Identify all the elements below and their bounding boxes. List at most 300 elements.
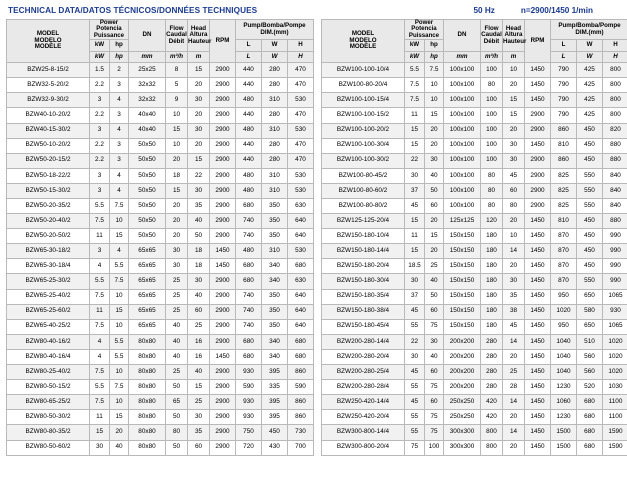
cell-value: 10 <box>110 395 129 410</box>
cell-value: 14 <box>503 244 525 259</box>
cell-model: BZW100-100-20/2 <box>322 123 405 138</box>
cell-model: BZW50-20-35/2 <box>7 199 90 214</box>
cell-value: 310 <box>262 168 288 183</box>
table-row <box>322 395 627 410</box>
cell-value: 4 <box>110 183 129 198</box>
cell-value: 180 <box>481 259 503 274</box>
cell-value: 25 <box>166 365 188 380</box>
cell-value: 50 <box>166 380 188 395</box>
cell-model: BZW65-25-40/2 <box>7 289 90 304</box>
cell-value: 680 <box>236 259 262 274</box>
cell-value: 80x80 <box>129 410 166 425</box>
cell-value: 45 <box>405 395 425 410</box>
table-row <box>322 289 627 304</box>
cell-value: 480 <box>236 244 262 259</box>
speed-label: n=2900/1450 1/min <box>520 6 593 15</box>
cell-model: BZW300-800-20/4 <box>322 440 405 455</box>
cell-value: 10 <box>503 63 525 78</box>
cell-value: 55 <box>405 319 425 334</box>
cell-value: 38 <box>503 304 525 319</box>
cell-value: 35 <box>188 425 210 440</box>
cell-value: 80 <box>166 425 188 440</box>
cell-value: 510 <box>577 334 603 349</box>
cell-value: 790 <box>551 78 577 93</box>
unit-hp-b: hp <box>110 52 129 63</box>
cell-value: 40 <box>166 334 188 349</box>
cell-value: 50x50 <box>129 214 166 229</box>
cell-value: 1030 <box>603 380 627 395</box>
cell-value: 25 <box>188 395 210 410</box>
cell-value: 40 <box>188 214 210 229</box>
cell-value: 630 <box>288 274 314 289</box>
cell-value: 100 <box>481 63 503 78</box>
cell-value: 180 <box>481 304 503 319</box>
cell-value: 60 <box>425 304 444 319</box>
cell-model: BZW200-280-25/4 <box>322 365 405 380</box>
cell-value: 7.5 <box>90 214 110 229</box>
technical-data-table-left <box>6 19 314 456</box>
table-row <box>322 304 627 319</box>
cell-value: 335 <box>262 380 288 395</box>
cell-model: BZW50-18-22/2 <box>7 168 90 183</box>
unit-kw-b: kW <box>90 52 110 63</box>
table-row <box>7 214 314 229</box>
cell-value: 280 <box>262 78 288 93</box>
cell-value: 30 <box>90 440 110 455</box>
cell-value: 75 <box>425 425 444 440</box>
cell-value: 55 <box>405 410 425 425</box>
cell-value: 480 <box>236 93 262 108</box>
unit-pump-h-b: H <box>288 52 314 63</box>
cell-value: 150x150 <box>444 304 481 319</box>
cell-model: BZW50-10-20/2 <box>7 138 90 153</box>
cell-value: 425 <box>577 63 603 78</box>
cell-value: 15 <box>425 229 444 244</box>
cell-value: 15 <box>425 108 444 123</box>
table-row <box>322 138 627 153</box>
cell-value: 5.5 <box>90 199 110 214</box>
cell-value: 1450 <box>210 244 236 259</box>
cell-model: BZW100-100-15/2 <box>322 108 405 123</box>
cell-value: 310 <box>262 123 288 138</box>
cell-value: 880 <box>603 214 627 229</box>
cell-value: 7.5 <box>90 319 110 334</box>
cell-value: 30 <box>425 334 444 349</box>
cell-value: 840 <box>603 199 627 214</box>
cell-model: BZW32-9-30/2 <box>7 93 90 108</box>
cell-value: 40 <box>188 289 210 304</box>
cell-value: 80x80 <box>129 380 166 395</box>
cell-value: 60 <box>425 199 444 214</box>
cell-model: BZW80-40-16/2 <box>7 334 90 349</box>
cell-value: 30 <box>425 153 444 168</box>
cell-value: 1020 <box>603 334 627 349</box>
cell-value: 4 <box>110 244 129 259</box>
col-flow: Flow Caudal Débit <box>166 20 188 52</box>
cell-value: 80x80 <box>129 395 166 410</box>
cell-value: 950 <box>551 289 577 304</box>
col-power-group: Power Potencia Puissance <box>90 20 129 40</box>
cell-value: 880 <box>603 138 627 153</box>
cell-model: BZW100-80-20/4 <box>322 78 405 93</box>
cell-value: 680 <box>577 425 603 440</box>
table-row <box>7 244 314 259</box>
cell-value: 640 <box>288 319 314 334</box>
cell-value: 800 <box>603 78 627 93</box>
cell-value: 680 <box>288 334 314 349</box>
unit-pump-l-b: L <box>236 52 262 63</box>
table-row <box>7 168 314 183</box>
cell-value: 100x100 <box>444 183 481 198</box>
cell-value: 1020 <box>603 365 627 380</box>
cell-model: BZW300-800-14/4 <box>322 425 405 440</box>
cell-value: 470 <box>288 78 314 93</box>
cell-model: BZW100-80-80/2 <box>322 199 405 214</box>
cell-value: 5.5 <box>90 274 110 289</box>
cell-value: 15 <box>166 183 188 198</box>
table-row <box>322 153 627 168</box>
cell-value: 10 <box>110 365 129 380</box>
cell-model: BZW50-20-50/2 <box>7 229 90 244</box>
col-model: MODEL MODELO MODÈLE <box>322 20 405 63</box>
cell-value: 100x100 <box>444 123 481 138</box>
cell-value: 425 <box>577 108 603 123</box>
cell-value: 10 <box>166 108 188 123</box>
table-row <box>322 123 627 138</box>
cell-value: 10 <box>166 138 188 153</box>
unit-pump-h: H <box>288 40 314 52</box>
cell-model: BZW150-180-35/4 <box>322 289 405 304</box>
cell-model: BZW150-180-38/4 <box>322 304 405 319</box>
cell-model: BZW150-180-20/4 <box>322 259 405 274</box>
cell-model: BZW100-100-10/4 <box>322 63 405 78</box>
cell-model: BZW32-5-20/2 <box>7 78 90 93</box>
cell-model: BZW65-30-18/4 <box>7 259 90 274</box>
cell-value: 350 <box>262 319 288 334</box>
cell-value: 100 <box>481 108 503 123</box>
cell-value: 15 <box>405 214 425 229</box>
cell-value: 200x200 <box>444 349 481 364</box>
cell-value: 1060 <box>551 395 577 410</box>
cell-value: 2900 <box>210 138 236 153</box>
cell-value: 180 <box>481 229 503 244</box>
cell-value: 200x200 <box>444 380 481 395</box>
cell-value: 350 <box>262 214 288 229</box>
table-row <box>322 199 627 214</box>
table-row <box>322 425 627 440</box>
cell-value: 2900 <box>210 395 236 410</box>
cell-value: 3 <box>110 153 129 168</box>
cell-value: 2900 <box>525 123 551 138</box>
col-head: Head Altura Hauteur <box>503 20 525 52</box>
unit-kw-b: kW <box>405 52 425 63</box>
cell-value: 550 <box>577 168 603 183</box>
cell-value: 5 <box>166 78 188 93</box>
cell-value: 1450 <box>525 380 551 395</box>
cell-value: 450 <box>577 244 603 259</box>
cell-value: 530 <box>288 183 314 198</box>
cell-value: 22 <box>188 168 210 183</box>
cell-value: 120 <box>481 214 503 229</box>
technical-data-table-right <box>321 19 627 456</box>
cell-value: 50 <box>425 289 444 304</box>
cell-value: 425 <box>577 93 603 108</box>
cell-value: 20 <box>503 214 525 229</box>
cell-value: 55 <box>405 380 425 395</box>
cell-value: 310 <box>262 93 288 108</box>
cell-value: 100x100 <box>444 168 481 183</box>
cell-value: 560 <box>577 365 603 380</box>
cell-value: 930 <box>236 365 262 380</box>
cell-value: 420 <box>481 395 503 410</box>
table-row <box>7 93 314 108</box>
cell-value: 350 <box>262 199 288 214</box>
cell-value: 990 <box>603 244 627 259</box>
cell-value: 3 <box>90 168 110 183</box>
header-spec <box>473 6 619 15</box>
cell-value: 75 <box>405 440 425 455</box>
cell-value: 14 <box>503 425 525 440</box>
cell-value: 65x65 <box>129 319 166 334</box>
cell-value: 1450 <box>525 440 551 455</box>
cell-value: 930 <box>603 304 627 319</box>
cell-value: 680 <box>236 349 262 364</box>
cell-value: 340 <box>262 259 288 274</box>
unit-flow: m³/h <box>166 52 188 63</box>
cell-value: 80 <box>481 183 503 198</box>
table-row <box>322 229 627 244</box>
cell-value: 28 <box>503 380 525 395</box>
cell-model: BZW100-100-15/4 <box>322 93 405 108</box>
cell-value: 1450 <box>210 349 236 364</box>
cell-value: 7.5 <box>110 380 129 395</box>
unit-kw: kW <box>90 40 110 52</box>
page-title: TECHNICAL DATA/DATOS TÉCNICOS/DONNÉES TECHNIQUES <box>8 6 258 15</box>
cell-model: BZW200-280-20/4 <box>322 349 405 364</box>
cell-value: 4 <box>90 259 110 274</box>
cell-value: 550 <box>577 199 603 214</box>
cell-value: 180 <box>481 289 503 304</box>
unit-head: m <box>188 52 210 63</box>
cell-value: 37 <box>405 183 425 198</box>
col-dn: DN <box>129 20 166 52</box>
cell-value: 2900 <box>525 108 551 123</box>
cell-model: BZW150-180-45/4 <box>322 319 405 334</box>
cell-value: 870 <box>551 259 577 274</box>
cell-value: 50x50 <box>129 153 166 168</box>
table-header-row <box>7 20 314 40</box>
col-dn: DN <box>444 20 481 52</box>
cell-model: BZW80-80-35/2 <box>7 425 90 440</box>
col-power-group: Power Potencia Puissance <box>405 20 444 40</box>
cell-value: 480 <box>236 123 262 138</box>
cell-value: 10 <box>425 78 444 93</box>
cell-value: 15 <box>166 123 188 138</box>
cell-value: 880 <box>603 153 627 168</box>
cell-value: 20 <box>503 349 525 364</box>
cell-value: 60 <box>425 395 444 410</box>
cell-value: 700 <box>288 440 314 455</box>
cell-value: 25 <box>166 289 188 304</box>
cell-value: 680 <box>577 395 603 410</box>
cell-value: 740 <box>236 229 262 244</box>
cell-value: 35 <box>503 289 525 304</box>
cell-value: 1.5 <box>90 63 110 78</box>
cell-value: 15 <box>405 138 425 153</box>
cell-value: 1450 <box>525 138 551 153</box>
cell-value: 8 <box>166 63 188 78</box>
cell-value: 20 <box>166 199 188 214</box>
cell-value: 790 <box>551 108 577 123</box>
unit-kw: kW <box>405 40 425 52</box>
cell-value: 1500 <box>551 425 577 440</box>
cell-value: 20 <box>425 123 444 138</box>
cell-value: 1450 <box>525 304 551 319</box>
cell-value: 30 <box>166 259 188 274</box>
table-row <box>322 78 627 93</box>
cell-value: 1065 <box>603 319 627 334</box>
cell-value: 30 <box>405 168 425 183</box>
cell-value: 2900 <box>210 78 236 93</box>
cell-value: 790 <box>551 93 577 108</box>
cell-value: 1450 <box>210 259 236 274</box>
table-body-left <box>7 63 314 455</box>
cell-value: 2.2 <box>90 78 110 93</box>
cell-value: 10 <box>503 229 525 244</box>
cell-value: 30 <box>166 244 188 259</box>
cell-value: 18 <box>166 168 188 183</box>
cell-value: 340 <box>262 334 288 349</box>
cell-value: 840 <box>603 183 627 198</box>
cell-value: 1450 <box>525 244 551 259</box>
col-model: MODEL MODELO MODÈLE <box>7 20 90 63</box>
cell-value: 1450 <box>525 425 551 440</box>
unit-pump-w-b: W <box>262 52 288 63</box>
cell-value: 2900 <box>210 183 236 198</box>
cell-value: 300x300 <box>444 440 481 455</box>
cell-value: 20 <box>166 229 188 244</box>
cell-value: 2900 <box>525 199 551 214</box>
cell-value: 15 <box>110 304 129 319</box>
cell-value: 800 <box>481 425 503 440</box>
unit-pump-h-b: H <box>603 52 627 63</box>
cell-value: 280 <box>481 365 503 380</box>
cell-model: BZW80-65-25/2 <box>7 395 90 410</box>
cell-value: 100x100 <box>444 108 481 123</box>
cell-value: 100x100 <box>444 153 481 168</box>
cell-value: 30 <box>405 349 425 364</box>
cell-value: 2900 <box>210 365 236 380</box>
cell-value: 100 <box>481 93 503 108</box>
table-row <box>7 153 314 168</box>
cell-value: 860 <box>288 395 314 410</box>
cell-value: 30 <box>188 274 210 289</box>
table-row <box>322 93 627 108</box>
cell-value: 45 <box>405 199 425 214</box>
cell-value: 860 <box>551 153 577 168</box>
cell-value: 1100 <box>603 410 627 425</box>
cell-value: 350 <box>262 229 288 244</box>
table-row <box>7 138 314 153</box>
cell-value: 1450 <box>525 289 551 304</box>
cell-value: 2900 <box>210 123 236 138</box>
cell-value: 50 <box>166 410 188 425</box>
cell-value: 25x25 <box>129 63 166 78</box>
cell-value: 150x150 <box>444 244 481 259</box>
cell-value: 180 <box>481 244 503 259</box>
cell-value: 1100 <box>603 395 627 410</box>
unit-hp: hp <box>110 40 129 52</box>
table-row <box>7 183 314 198</box>
cell-value: 680 <box>236 274 262 289</box>
cell-value: 860 <box>288 410 314 425</box>
cell-value: 35 <box>188 199 210 214</box>
cell-model: BZW250-420-20/4 <box>322 410 405 425</box>
cell-value: 80 <box>481 78 503 93</box>
cell-value: 800 <box>481 440 503 455</box>
cell-value: 1590 <box>603 425 627 440</box>
cell-value: 550 <box>577 274 603 289</box>
cell-value: 800 <box>603 63 627 78</box>
cell-value: 340 <box>262 349 288 364</box>
cell-value: 65x65 <box>129 274 166 289</box>
cell-value: 180 <box>481 274 503 289</box>
cell-value: 100x100 <box>444 78 481 93</box>
cell-value: 810 <box>551 138 577 153</box>
cell-value: 100 <box>481 123 503 138</box>
cell-value: 280 <box>262 153 288 168</box>
cell-value: 45 <box>405 365 425 380</box>
cell-value: 25 <box>166 304 188 319</box>
cell-value: 440 <box>236 108 262 123</box>
cell-value: 470 <box>288 63 314 78</box>
cell-value: 30 <box>503 153 525 168</box>
cell-value: 15 <box>110 410 129 425</box>
table-row <box>7 108 314 123</box>
table-row <box>322 410 627 425</box>
cell-value: 825 <box>551 183 577 198</box>
table-row <box>322 440 627 455</box>
cell-value: 9 <box>166 93 188 108</box>
cell-value: 7.5 <box>425 63 444 78</box>
cell-value: 840 <box>603 168 627 183</box>
table-row <box>322 168 627 183</box>
cell-value: 15 <box>405 123 425 138</box>
cell-value: 2900 <box>210 214 236 229</box>
cell-value: 15 <box>405 244 425 259</box>
cell-value: 20 <box>188 78 210 93</box>
cell-value: 280 <box>262 63 288 78</box>
cell-value: 20 <box>503 78 525 93</box>
cell-value: 870 <box>551 244 577 259</box>
cell-value: 280 <box>262 138 288 153</box>
cell-value: 30 <box>188 183 210 198</box>
table-body-right <box>322 63 627 455</box>
cell-value: 65x65 <box>129 289 166 304</box>
cell-value: 740 <box>236 304 262 319</box>
cell-value: 470 <box>288 153 314 168</box>
cell-value: 11 <box>405 108 425 123</box>
cell-value: 1450 <box>525 349 551 364</box>
cell-model: BZW50-20-40/2 <box>7 214 90 229</box>
table-row <box>7 304 314 319</box>
cell-value: 2900 <box>525 183 551 198</box>
cell-value: 1230 <box>551 410 577 425</box>
cell-value: 80x80 <box>129 334 166 349</box>
cell-value: 15 <box>503 108 525 123</box>
cell-value: 50 <box>425 183 444 198</box>
table-row <box>7 395 314 410</box>
